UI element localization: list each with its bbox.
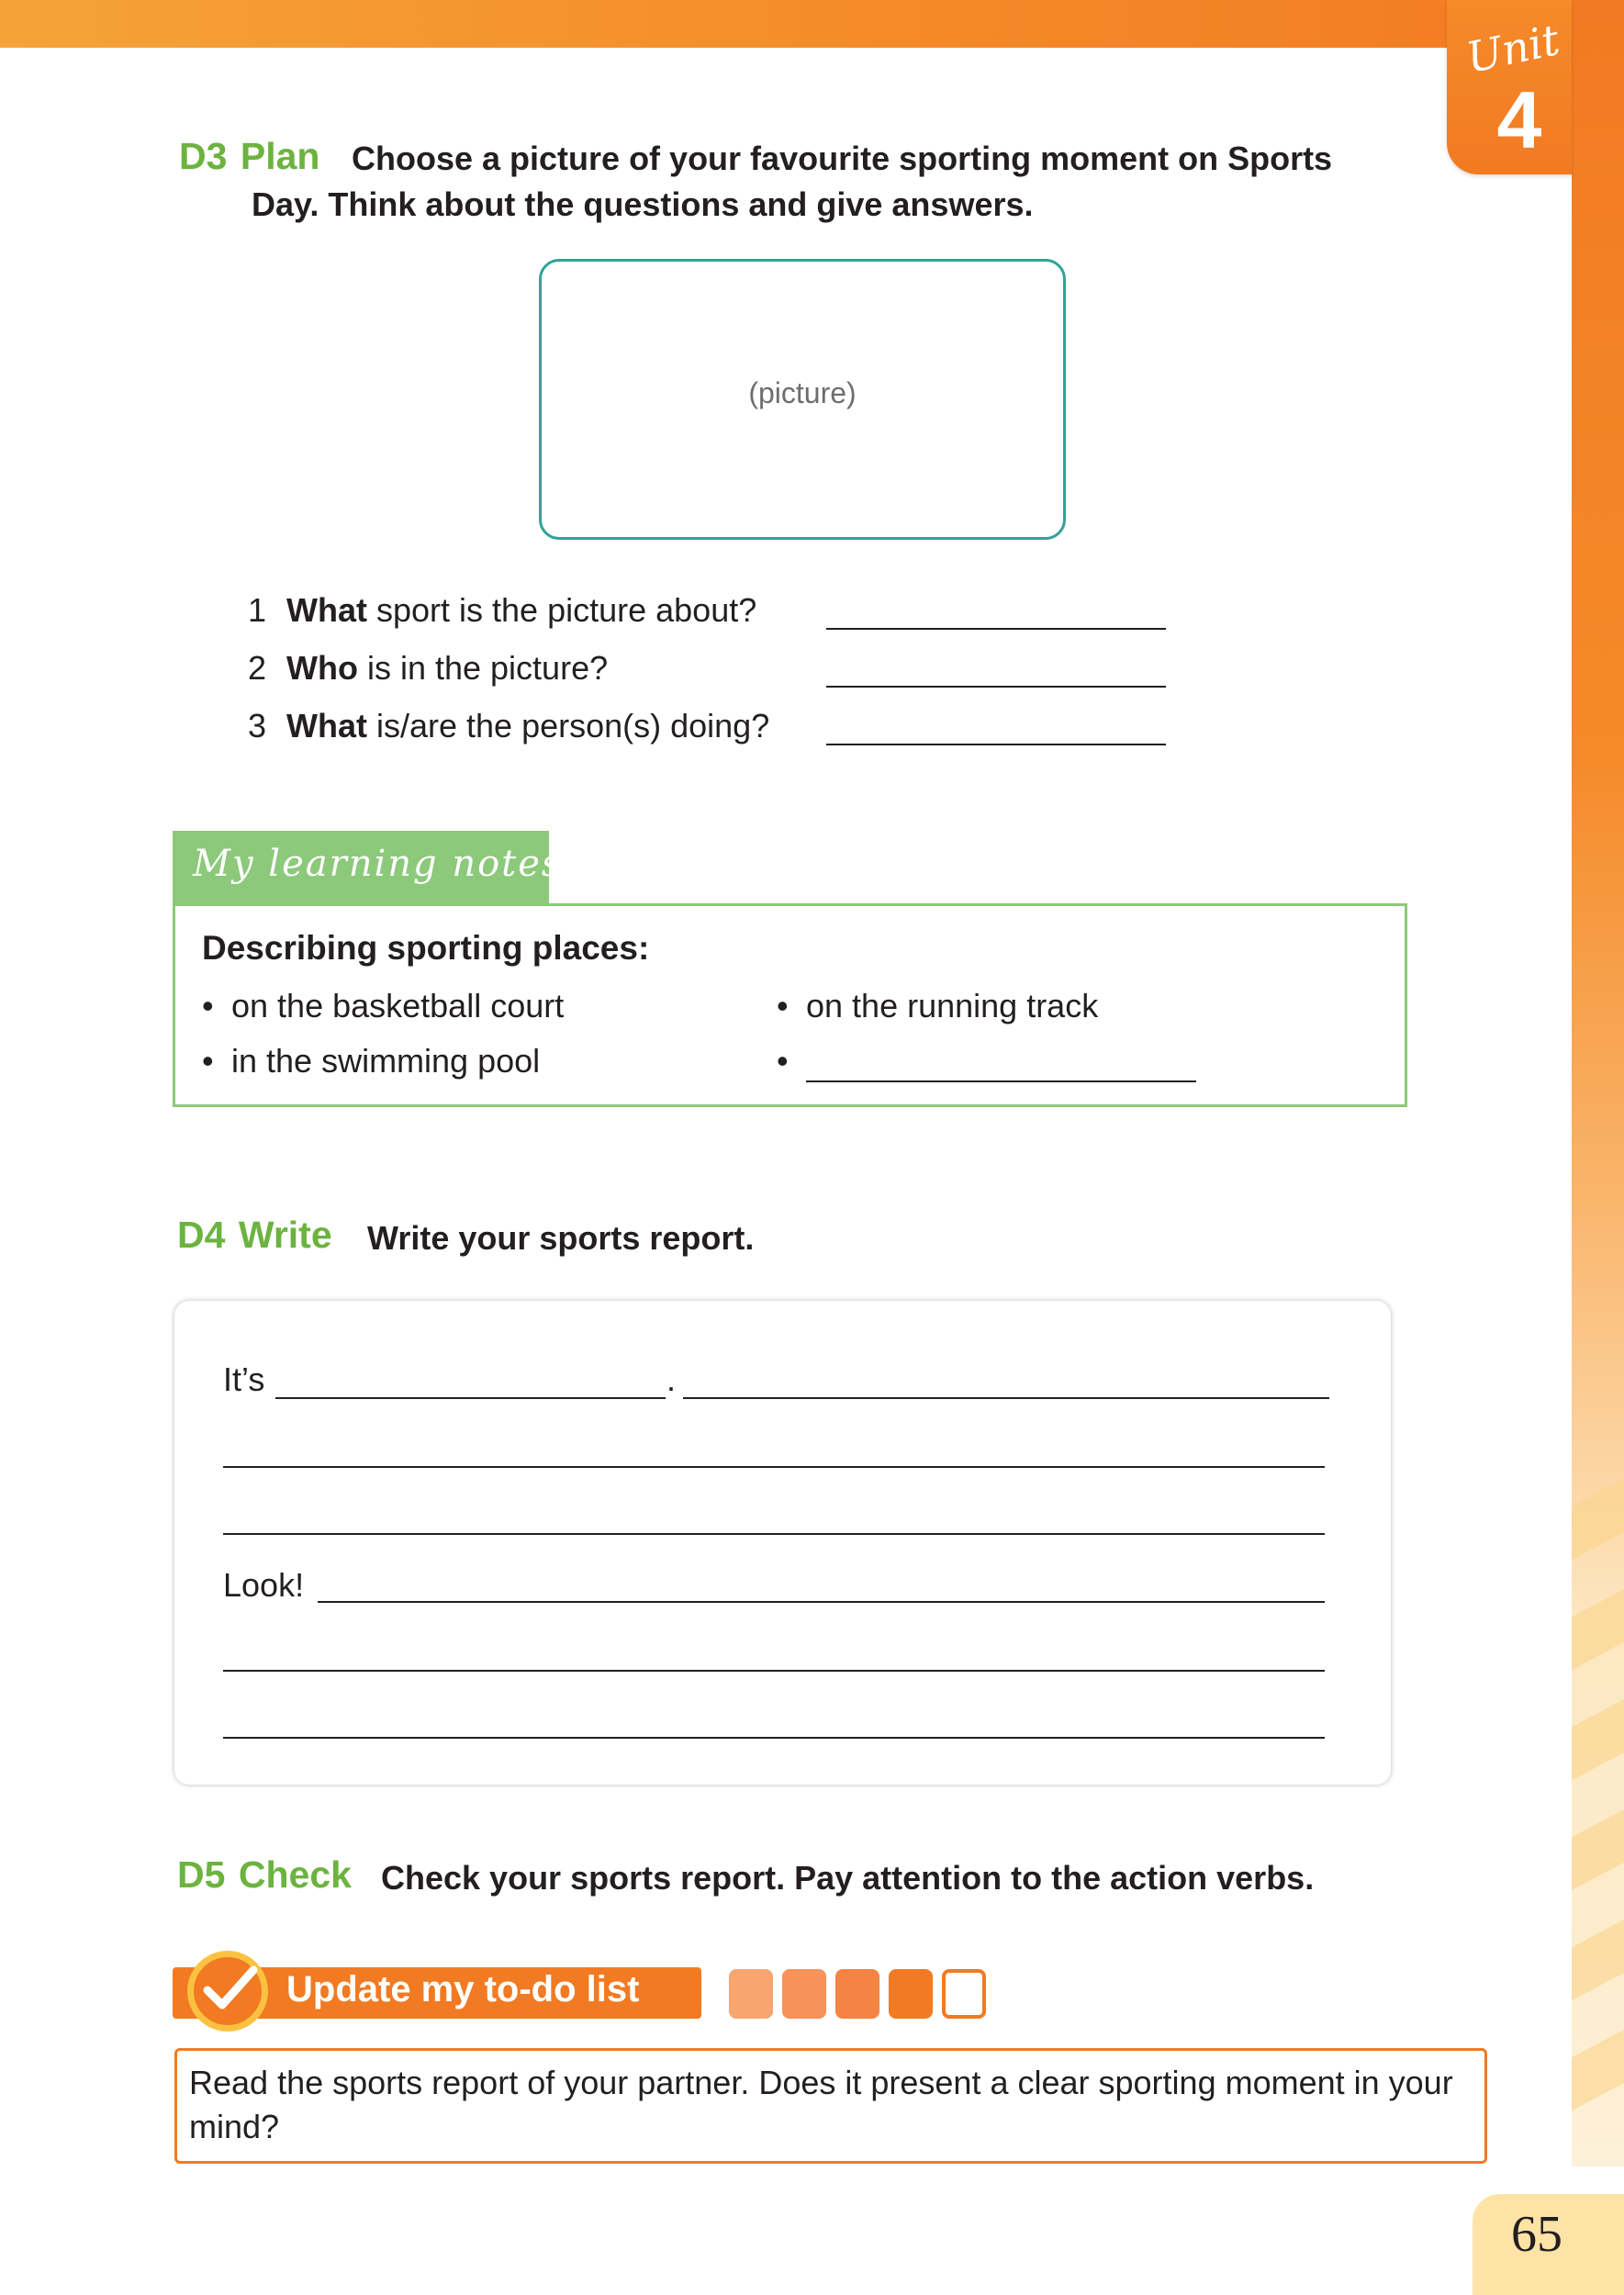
d5-code: D5 bbox=[177, 1853, 226, 1896]
line-prefix: Look! bbox=[223, 1566, 305, 1604]
answer-line[interactable] bbox=[806, 1080, 1196, 1082]
question-row bbox=[248, 591, 1175, 635]
d5-title: Check bbox=[238, 1853, 352, 1896]
edge-stripes bbox=[1572, 1450, 1624, 2166]
d5-instruction: Check your sports report. Pay attention to the action verbs. bbox=[381, 1859, 1315, 1897]
d3-instruction-line2: Day. Think about the questions and give answers. bbox=[252, 185, 1034, 223]
d3-heading bbox=[179, 135, 319, 178]
writing-line[interactable] bbox=[223, 1737, 1325, 1739]
learning-notes-heading: Describing sporting places: bbox=[202, 929, 650, 967]
writing-line[interactable] bbox=[275, 1397, 666, 1399]
list-item-text: on the basketball court bbox=[231, 987, 565, 1024]
d5-heading bbox=[177, 1853, 352, 1897]
d4-code: D4 bbox=[177, 1214, 226, 1256]
writing-area bbox=[174, 1301, 1391, 1785]
bullet-icon: • bbox=[202, 987, 214, 1024]
d4-heading bbox=[177, 1214, 332, 1257]
answer-line[interactable] bbox=[826, 686, 1166, 688]
unit-number: 4 bbox=[1496, 74, 1542, 165]
answer-line[interactable] bbox=[826, 744, 1166, 745]
question-number: 1 bbox=[248, 591, 267, 629]
picture-placeholder: (picture) bbox=[748, 376, 857, 409]
todo-label: Update my to-do list bbox=[286, 1969, 640, 2010]
question-keyword: What bbox=[286, 707, 367, 744]
list-item-text: on the running track bbox=[806, 987, 1099, 1024]
writing-line[interactable] bbox=[318, 1601, 1325, 1603]
checkmark-icon bbox=[187, 1948, 268, 2029]
line-separator: . bbox=[666, 1360, 677, 1398]
question-rest: is in the picture? bbox=[357, 649, 609, 687]
list-item-text: in the swimming pool bbox=[231, 1042, 541, 1080]
top-banner bbox=[0, 0, 1624, 48]
writing-line[interactable] bbox=[223, 1466, 1325, 1468]
d4-title: Write bbox=[238, 1214, 332, 1256]
question-text bbox=[286, 707, 769, 745]
question-text bbox=[286, 649, 608, 688]
progress-step bbox=[942, 1969, 986, 2019]
question-number: 3 bbox=[248, 707, 267, 744]
answer-line[interactable] bbox=[826, 628, 1166, 630]
d3-instruction-line1: Choose a picture of your favourite sporting moment on Sports bbox=[352, 140, 1333, 177]
question-row bbox=[248, 649, 1175, 693]
bullet-icon: • bbox=[777, 987, 789, 1024]
question-rest: is/are the person(s) doing? bbox=[366, 707, 770, 744]
writing-line[interactable] bbox=[223, 1533, 1325, 1535]
progress-step bbox=[835, 1969, 879, 2019]
learning-notes-title: My learning notes bbox=[193, 843, 563, 885]
unit-label: Unit bbox=[1462, 15, 1564, 83]
bullet-icon: • bbox=[202, 1042, 214, 1080]
page-number: 65 bbox=[1511, 2206, 1562, 2263]
d3-title: Plan bbox=[240, 135, 320, 177]
todo-text: Read the sports report of your partner. Does it present a clear sporting moment in your mind? bbox=[189, 2064, 1453, 2145]
progress-step bbox=[729, 1969, 773, 2019]
question-rest: sport is the picture about? bbox=[366, 591, 757, 629]
question-keyword: Who bbox=[286, 649, 358, 687]
progress-step bbox=[782, 1969, 826, 2019]
line-prefix: It’s bbox=[223, 1360, 265, 1398]
question-text bbox=[286, 591, 756, 630]
progress-step bbox=[889, 1969, 933, 2019]
d4-instruction: Write your sports report. bbox=[367, 1219, 755, 1257]
writing-line[interactable] bbox=[223, 1670, 1325, 1672]
question-row bbox=[248, 707, 1175, 751]
bullet-icon: • bbox=[777, 1042, 789, 1080]
writing-line[interactable] bbox=[683, 1397, 1329, 1399]
question-number: 2 bbox=[248, 649, 267, 687]
question-keyword: What bbox=[286, 591, 367, 629]
d3-code: D3 bbox=[179, 135, 228, 177]
